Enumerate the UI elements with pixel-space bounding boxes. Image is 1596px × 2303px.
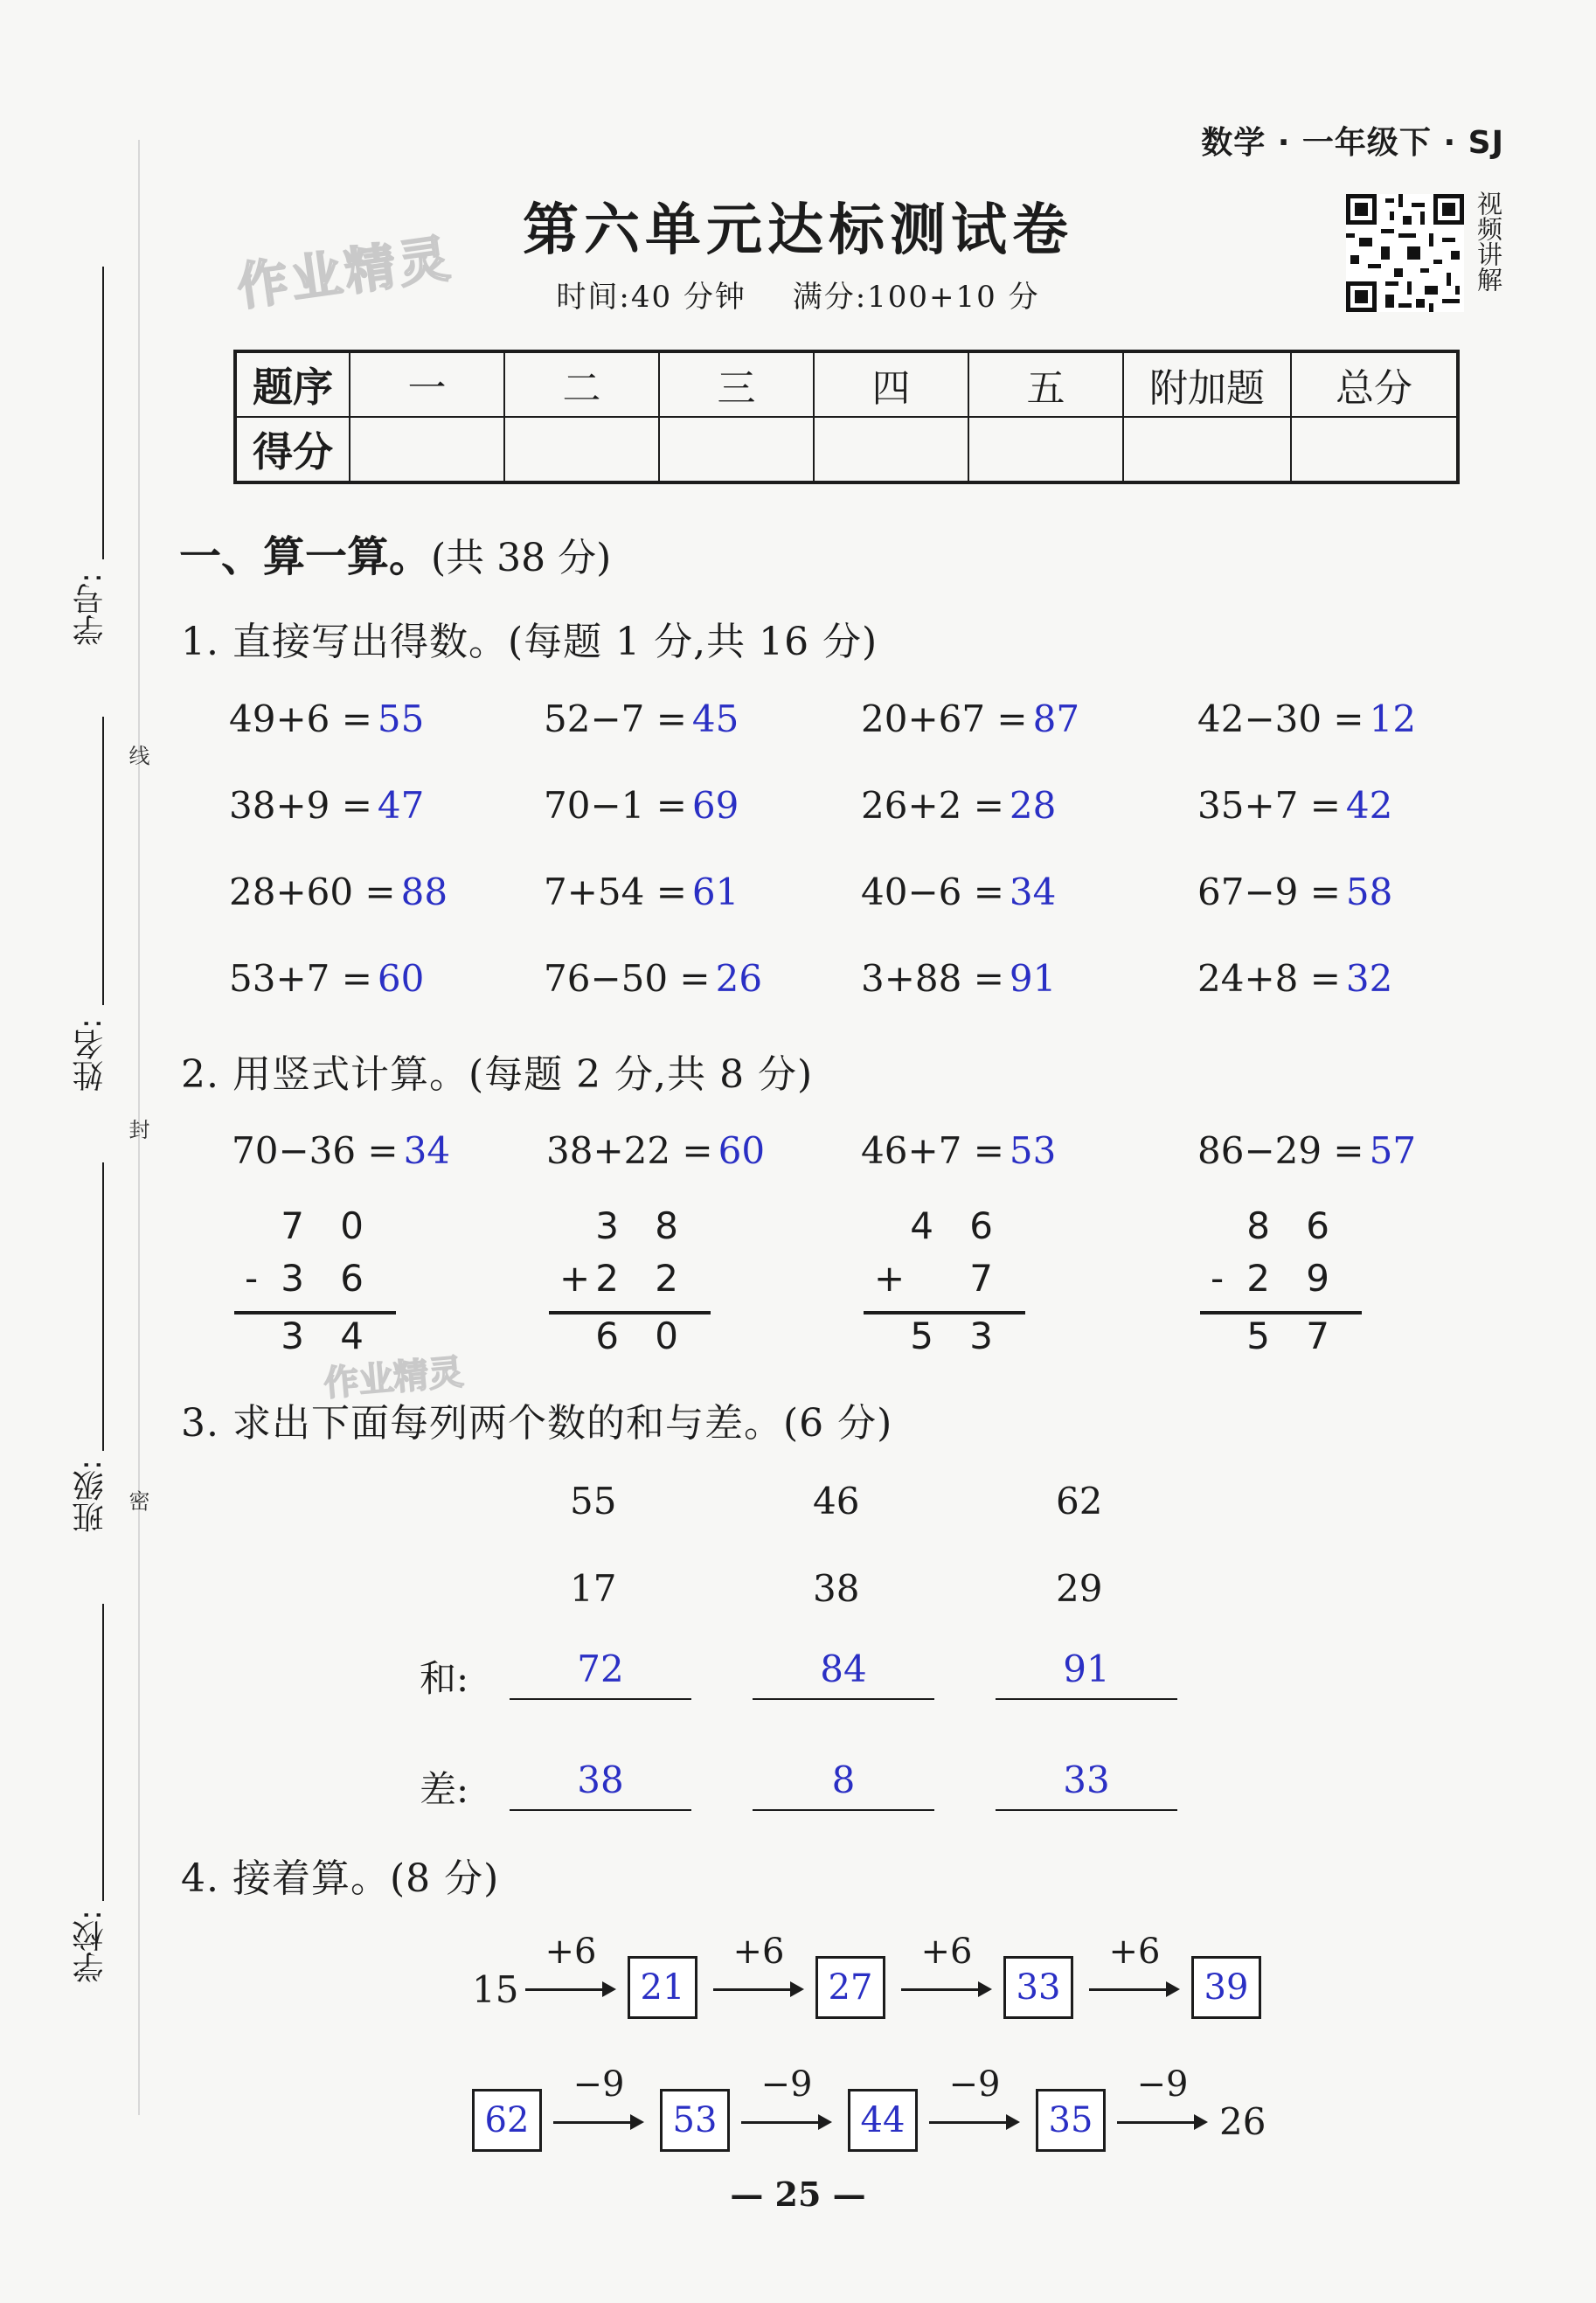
arrow-icon bbox=[929, 2121, 1017, 2124]
class-blank[interactable] bbox=[102, 1162, 104, 1451]
answer-text[interactable]: 34 bbox=[1009, 871, 1057, 913]
vertical-bottom-number: 3 6 bbox=[281, 1257, 376, 1300]
score-table bbox=[233, 350, 1460, 484]
score-cell: 一 bbox=[350, 351, 504, 417]
oral-calc-item bbox=[861, 957, 1056, 1000]
answer-text[interactable]: 58 bbox=[1345, 871, 1393, 913]
vertical-result: 5 7 bbox=[1246, 1315, 1342, 1357]
score-input[interactable] bbox=[504, 417, 659, 482]
section-points: (共 38 分) bbox=[431, 536, 612, 580]
oral-calc-item bbox=[861, 871, 1056, 913]
vertical-top-number: 7 0 bbox=[281, 1204, 376, 1247]
vertical-calc-equation bbox=[1197, 1129, 1416, 1172]
difference-answer[interactable]: 38 bbox=[577, 1758, 624, 1801]
arrow-icon bbox=[713, 1988, 801, 1991]
col-3-top: 62 bbox=[1056, 1480, 1103, 1523]
chain-operator: −9 bbox=[572, 2064, 625, 2105]
chain-operator: −9 bbox=[948, 2064, 1001, 2105]
answer-text[interactable]: 47 bbox=[377, 784, 425, 827]
difference-blank bbox=[510, 1809, 691, 1811]
chain-end: 26 bbox=[1219, 2100, 1266, 2143]
sum-blank bbox=[510, 1698, 691, 1700]
chain-answer-box[interactable]: 33 bbox=[1003, 1956, 1073, 2019]
oral-calc-item bbox=[1197, 697, 1416, 740]
sum-blank bbox=[753, 1698, 934, 1700]
score-table-header-row bbox=[235, 351, 1458, 417]
oral-calc-item bbox=[229, 957, 424, 1000]
chain-operator: −9 bbox=[760, 2064, 813, 2105]
equation-text: 28+60 = bbox=[229, 871, 396, 913]
answer-text[interactable]: 91 bbox=[1009, 957, 1057, 1000]
vertical-calculation bbox=[227, 1197, 402, 1363]
equation-text: 76−50 = bbox=[544, 957, 711, 1000]
section-title bbox=[179, 523, 611, 583]
score-input[interactable] bbox=[1291, 417, 1458, 482]
answer-text[interactable]: 32 bbox=[1345, 957, 1393, 1000]
oral-calc-item bbox=[544, 784, 739, 827]
oral-calc-item bbox=[1197, 957, 1392, 1000]
chain-answer-box[interactable]: 35 bbox=[1036, 2089, 1106, 2152]
answer-text[interactable]: 45 bbox=[691, 697, 739, 740]
score-input[interactable] bbox=[1123, 417, 1291, 482]
sum-label: 和: bbox=[420, 1657, 469, 1700]
chain-answer-box[interactable]: 44 bbox=[848, 2089, 918, 2152]
col-2-top: 46 bbox=[813, 1480, 860, 1523]
answer-text[interactable]: 42 bbox=[1345, 784, 1393, 827]
chain-answer-box[interactable]: 39 bbox=[1191, 1956, 1261, 2019]
subject-label: 数学 · 一年级下 · SJ bbox=[1201, 125, 1504, 161]
vertical-top-number: 4 6 bbox=[910, 1204, 1005, 1247]
vertical-result: 3 4 bbox=[281, 1315, 376, 1357]
equation-text: 46+7 = bbox=[861, 1129, 1004, 1172]
vertical-top-number: 8 6 bbox=[1246, 1204, 1342, 1247]
score-table-score-row bbox=[235, 417, 1458, 482]
cut-mark: 封 bbox=[125, 1119, 149, 1140]
score-input[interactable] bbox=[814, 417, 968, 482]
vertical-result: 5 3 bbox=[910, 1315, 1005, 1357]
score-cell: 总分 bbox=[1291, 351, 1458, 417]
difference-answer[interactable]: 8 bbox=[831, 1758, 856, 1801]
equation-text: 3+88 = bbox=[861, 957, 1004, 1000]
chain-answer-box[interactable]: 21 bbox=[628, 1956, 697, 2019]
time-limit: 时间:40 分钟 bbox=[556, 280, 746, 315]
score-cell: 附加题 bbox=[1123, 351, 1291, 417]
vertical-bottom-number: 7 bbox=[969, 1257, 1005, 1300]
answer-text[interactable]: 55 bbox=[377, 697, 425, 740]
oral-calc-item bbox=[229, 871, 448, 913]
arrow-icon bbox=[525, 1988, 613, 1991]
oral-calc-item bbox=[1197, 784, 1392, 827]
difference-label: 差: bbox=[420, 1768, 469, 1811]
equation-text: 20+67 = bbox=[861, 697, 1028, 740]
chain-answer-box[interactable]: 53 bbox=[660, 2089, 730, 2152]
vertical-calc-equation bbox=[232, 1129, 450, 1172]
score-cell: 四 bbox=[814, 351, 968, 417]
arrow-icon bbox=[1117, 2121, 1204, 2124]
section-heading: 一、算一算。 bbox=[179, 532, 432, 581]
score-cell: 二 bbox=[504, 351, 659, 417]
answer-text[interactable]: 12 bbox=[1369, 697, 1417, 740]
vertical-bottom-number: 2 2 bbox=[595, 1257, 690, 1300]
chain-answer-box[interactable]: 62 bbox=[472, 2089, 542, 2152]
answer-text[interactable]: 34 bbox=[403, 1129, 451, 1172]
col-1-bottom: 17 bbox=[570, 1567, 617, 1610]
chain-operator: +6 bbox=[545, 1932, 597, 1972]
vertical-calculation bbox=[857, 1197, 1031, 1363]
sum-answer[interactable]: 91 bbox=[1063, 1647, 1110, 1690]
answer-text[interactable]: 87 bbox=[1032, 697, 1080, 740]
qr-caption: 视频讲解 bbox=[1474, 191, 1503, 292]
vertical-result: 6 0 bbox=[595, 1315, 690, 1357]
equation-text: 53+7 = bbox=[229, 957, 372, 1000]
school-label: 学校: bbox=[73, 1910, 108, 1984]
student-no-blank[interactable] bbox=[102, 267, 104, 559]
answer-text[interactable]: 28 bbox=[1009, 784, 1057, 827]
student-no-label: 学号: bbox=[73, 572, 108, 647]
equation-text: 42−30 = bbox=[1197, 697, 1364, 740]
page-number: — 25 — bbox=[730, 2175, 866, 2214]
equation-text: 35+7 = bbox=[1197, 784, 1341, 827]
score-cell: 三 bbox=[659, 351, 814, 417]
answer-text[interactable]: 61 bbox=[691, 871, 739, 913]
score-cell: 题序 bbox=[235, 351, 350, 417]
chain-answer-box[interactable]: 27 bbox=[815, 1956, 885, 2019]
vertical-operator: - bbox=[1211, 1257, 1225, 1300]
sum-blank bbox=[996, 1698, 1177, 1700]
equation-text: 67−9 = bbox=[1197, 871, 1341, 913]
question-3-prompt: 3. 求出下面每列两个数的和与差。(6 分) bbox=[181, 1401, 893, 1446]
equation-text: 38+22 = bbox=[546, 1129, 713, 1172]
oral-calc-item bbox=[544, 957, 762, 1000]
answer-text[interactable]: 53 bbox=[1009, 1129, 1057, 1172]
watermark: 作业精灵 bbox=[233, 228, 457, 317]
vertical-operator: + bbox=[874, 1257, 906, 1300]
name-label: 姓名: bbox=[73, 1018, 108, 1093]
equation-text: 52−7 = bbox=[544, 697, 687, 740]
col-3-bottom: 29 bbox=[1056, 1567, 1103, 1610]
cut-mark: 密 bbox=[125, 1490, 149, 1511]
equation-text: 24+8 = bbox=[1197, 957, 1341, 1000]
sum-answer[interactable]: 72 bbox=[577, 1647, 624, 1690]
page-title: 第六单元达标测试卷 bbox=[523, 198, 1073, 263]
full-score: 满分:100+10 分 bbox=[792, 280, 1040, 315]
vertical-calculation bbox=[1193, 1197, 1368, 1363]
sum-answer[interactable]: 84 bbox=[820, 1647, 867, 1690]
equation-text: 7+54 = bbox=[544, 871, 687, 913]
vertical-calc-equation bbox=[546, 1129, 765, 1172]
chain-operator: −9 bbox=[1136, 2064, 1189, 2105]
school-blank[interactable] bbox=[102, 1604, 104, 1901]
question-2-prompt: 2. 用竖式计算。(每题 2 分,共 8 分) bbox=[181, 1052, 814, 1097]
equation-text: 70−36 = bbox=[232, 1129, 399, 1172]
arrow-icon bbox=[553, 2121, 641, 2124]
oral-calc-item bbox=[229, 697, 424, 740]
chain-operator: +6 bbox=[732, 1932, 785, 1972]
col-1-top: 55 bbox=[570, 1480, 617, 1523]
chain-start: 15 bbox=[472, 1968, 519, 2011]
oral-calc-item bbox=[229, 784, 424, 827]
oral-calc-item bbox=[544, 697, 739, 740]
difference-answer[interactable]: 33 bbox=[1063, 1758, 1110, 1801]
equation-text: 70−1 = bbox=[544, 784, 687, 827]
arrow-icon bbox=[741, 2121, 829, 2124]
question-4-prompt: 4. 接着算。(8 分) bbox=[181, 1856, 500, 1901]
name-blank[interactable] bbox=[102, 717, 104, 1005]
score-cell: 五 bbox=[968, 351, 1123, 417]
oral-calc-item bbox=[1197, 871, 1392, 913]
answer-text[interactable]: 60 bbox=[718, 1129, 766, 1172]
class-label: 班级: bbox=[73, 1460, 108, 1534]
equation-text: 38+9 = bbox=[229, 784, 372, 827]
answer-text[interactable]: 57 bbox=[1369, 1129, 1417, 1172]
watermark: 作业精灵 bbox=[322, 1352, 466, 1405]
vertical-operator: - bbox=[245, 1257, 259, 1300]
score-input[interactable] bbox=[350, 417, 504, 482]
equation-text: 49+6 = bbox=[229, 697, 372, 740]
equation-text: 86−29 = bbox=[1197, 1129, 1364, 1172]
oral-calc-item bbox=[861, 784, 1056, 827]
answer-text[interactable]: 26 bbox=[715, 957, 763, 1000]
answer-text[interactable]: 60 bbox=[377, 957, 425, 1000]
col-2-bottom: 38 bbox=[813, 1567, 860, 1610]
qr-code-icon[interactable] bbox=[1346, 194, 1464, 312]
vertical-operator: + bbox=[559, 1257, 591, 1300]
equation-text: 40−6 = bbox=[861, 871, 1004, 913]
difference-blank bbox=[996, 1809, 1177, 1811]
chain-operator: +6 bbox=[920, 1932, 973, 1972]
cut-mark: 线 bbox=[125, 745, 149, 766]
score-cell: 得分 bbox=[235, 417, 350, 482]
oral-calc-item bbox=[544, 871, 739, 913]
vertical-bottom-number: 2 9 bbox=[1246, 1257, 1342, 1300]
oral-calc-item bbox=[861, 697, 1079, 740]
question-1-prompt: 1. 直接写出得数。(每题 1 分,共 16 分) bbox=[181, 620, 878, 664]
arrow-icon bbox=[1089, 1988, 1176, 1991]
difference-blank bbox=[753, 1809, 934, 1811]
score-input[interactable] bbox=[659, 417, 814, 482]
score-input[interactable] bbox=[968, 417, 1123, 482]
chain-operator: +6 bbox=[1108, 1932, 1161, 1972]
vertical-top-number: 3 8 bbox=[595, 1204, 690, 1247]
answer-text[interactable]: 69 bbox=[691, 784, 739, 827]
vertical-calc-equation bbox=[861, 1129, 1056, 1172]
vertical-calculation bbox=[542, 1197, 717, 1363]
answer-text[interactable]: 88 bbox=[400, 871, 448, 913]
arrow-icon bbox=[901, 1988, 989, 1991]
equation-text: 26+2 = bbox=[861, 784, 1004, 827]
